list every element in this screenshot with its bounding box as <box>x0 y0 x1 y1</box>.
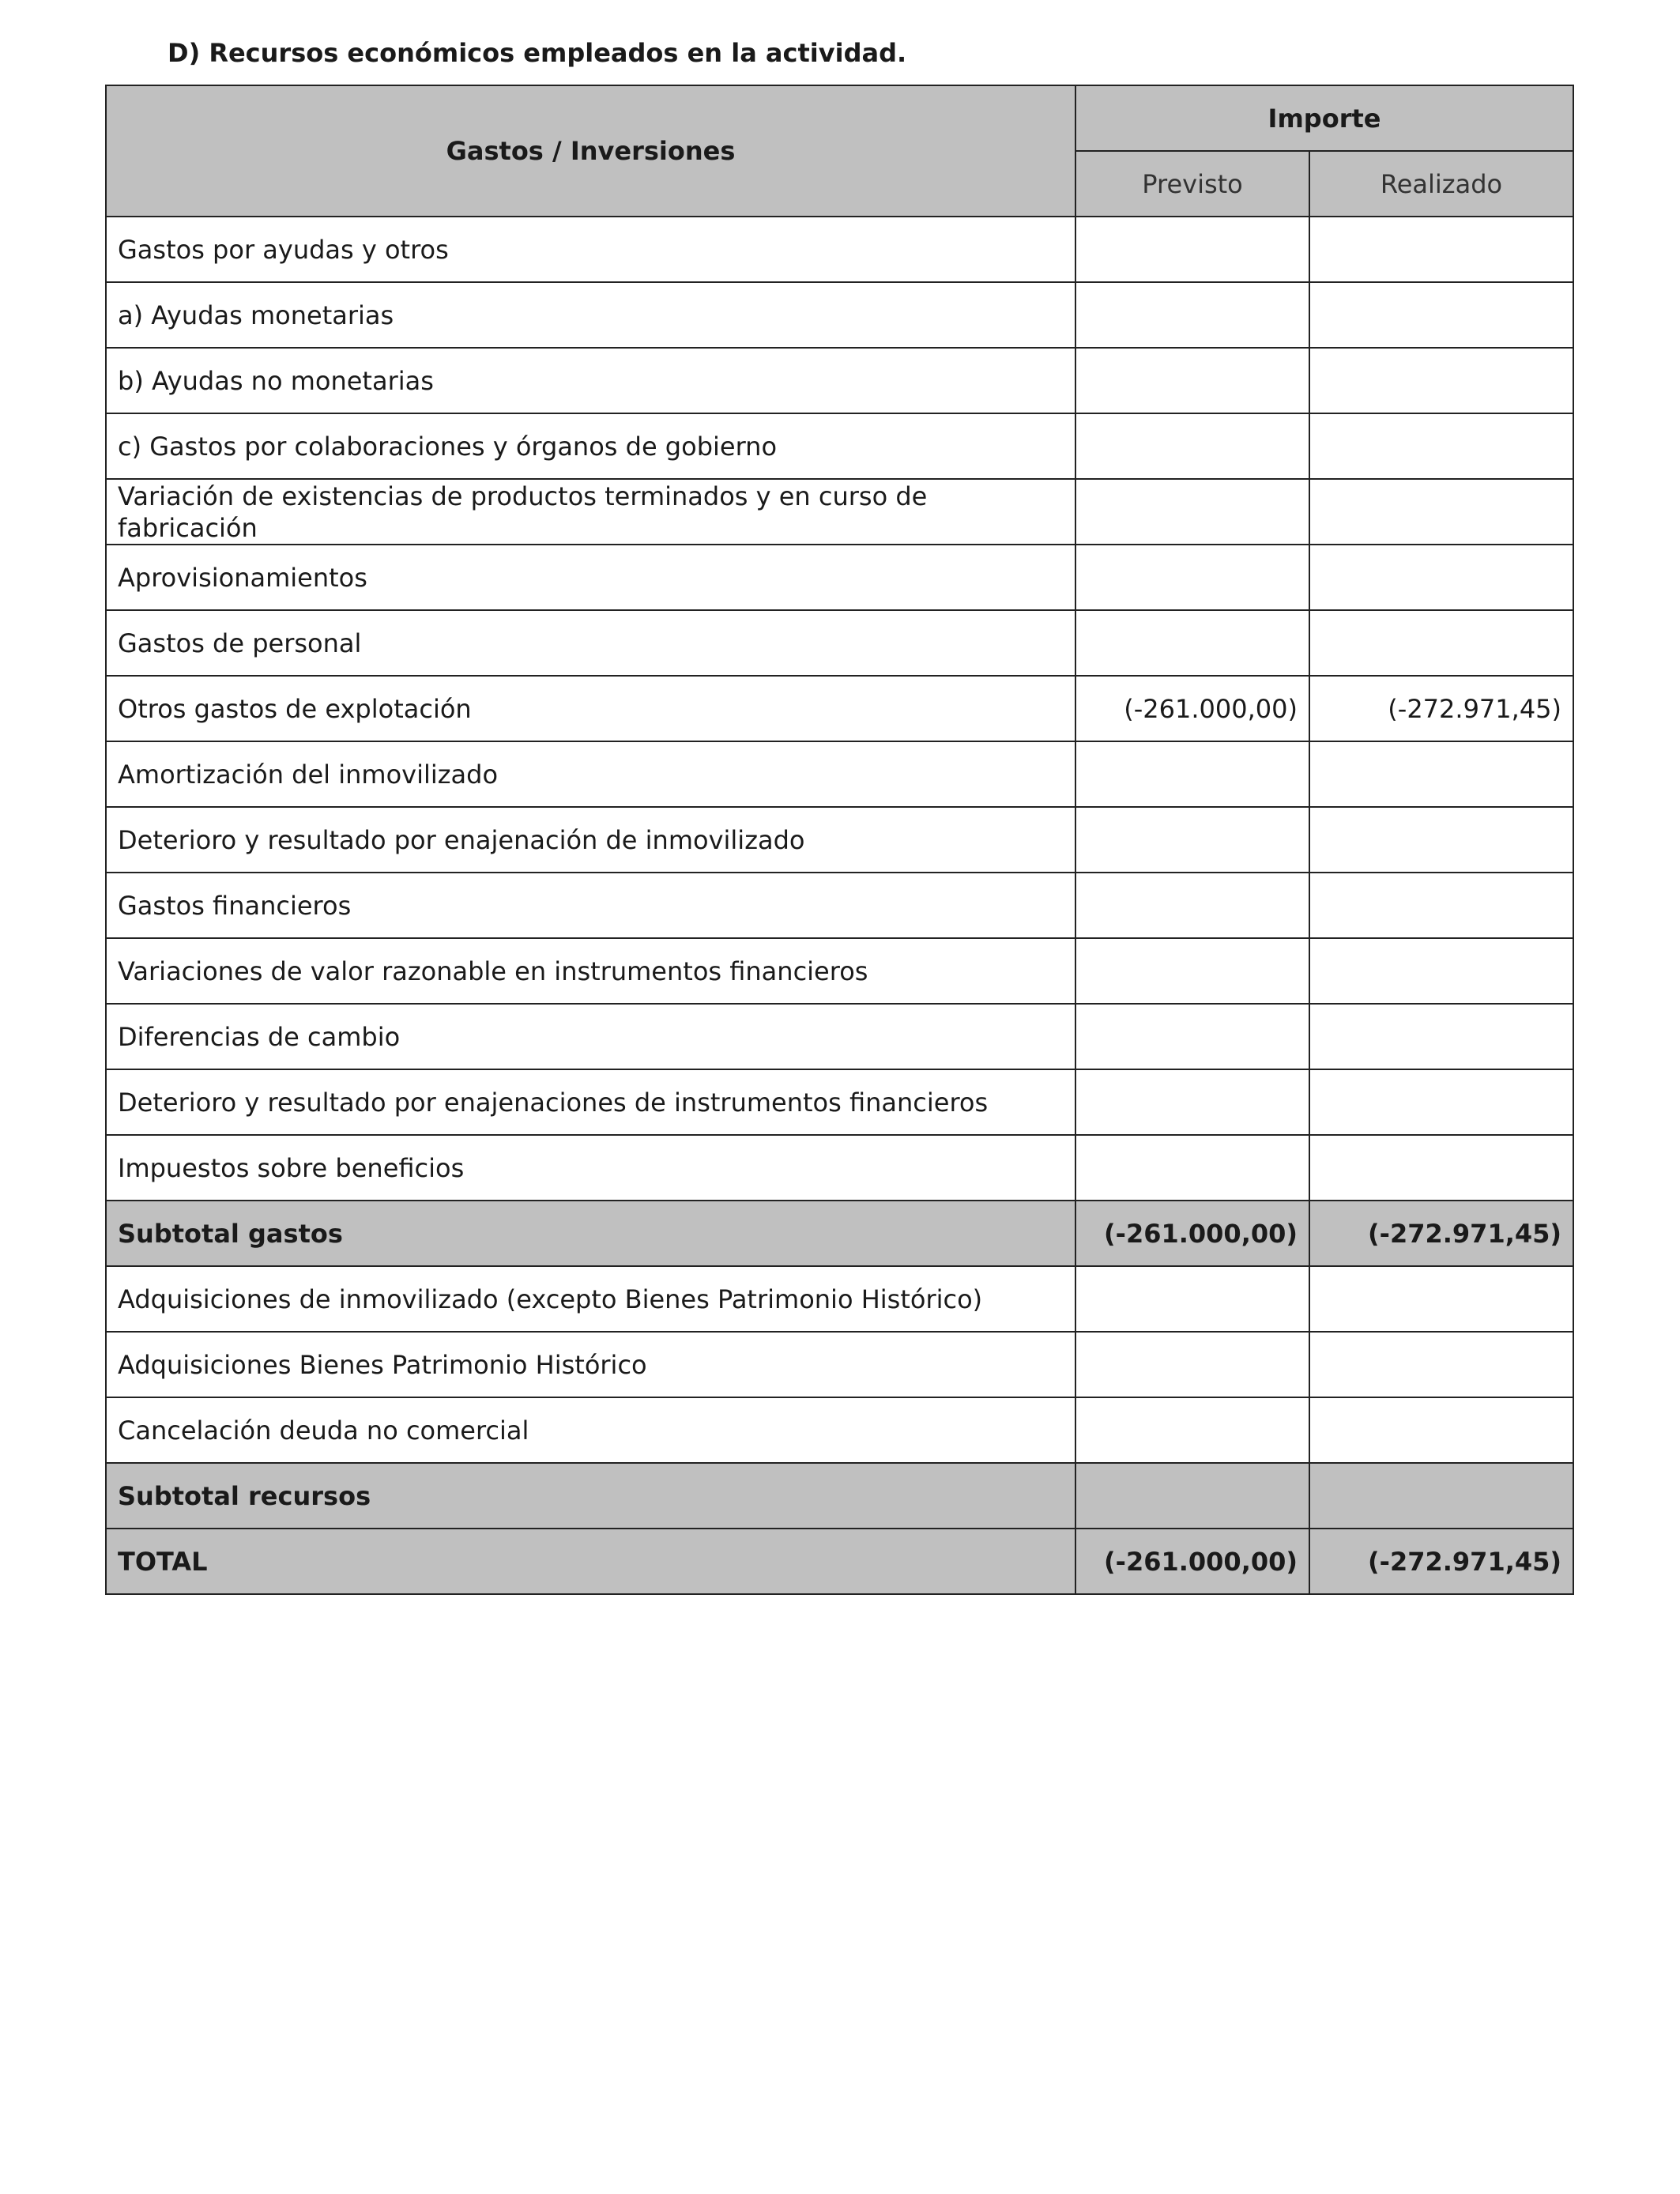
cell-realizado <box>1309 807 1573 873</box>
cell-realizado <box>1309 610 1573 676</box>
column-header-previsto: Previsto <box>1075 151 1309 217</box>
row-label: Cancelación deuda no comercial <box>106 1397 1075 1463</box>
cell-previsto <box>1075 479 1309 545</box>
table-row <box>106 1201 1573 1266</box>
cell-previsto: (-261.000,00) <box>1075 1529 1309 1594</box>
cell-previsto <box>1075 938 1309 1004</box>
cell-realizado <box>1309 479 1573 545</box>
cell-realizado <box>1309 1397 1573 1463</box>
table-row <box>106 938 1573 1004</box>
cell-previsto <box>1075 1266 1309 1332</box>
cell-realizado <box>1309 741 1573 807</box>
table-row <box>106 1397 1573 1463</box>
cell-previsto <box>1075 1135 1309 1201</box>
section-heading: D) Recursos económicos empleados en la actividad. <box>168 38 907 68</box>
row-label: Subtotal recursos <box>106 1463 1075 1529</box>
row-label: c) Gastos por colaboraciones y órganos de gobierno <box>106 413 1075 479</box>
cell-realizado <box>1309 1004 1573 1069</box>
table-header-row <box>106 85 1573 151</box>
cell-previsto <box>1075 217 1309 282</box>
column-header-realizado: Realizado <box>1309 151 1573 217</box>
table-row <box>106 413 1573 479</box>
row-label: Gastos financieros <box>106 873 1075 938</box>
cell-previsto: (-261.000,00) <box>1075 1201 1309 1266</box>
table-row <box>106 1266 1573 1332</box>
row-label: Subtotal gastos <box>106 1201 1075 1266</box>
cell-previsto <box>1075 1004 1309 1069</box>
row-label: Otros gastos de explotación <box>106 676 1075 741</box>
cell-previsto <box>1075 1397 1309 1463</box>
table-row <box>106 1135 1573 1201</box>
cell-realizado <box>1309 1463 1573 1529</box>
row-label: Gastos por ayudas y otros <box>106 217 1075 282</box>
table-row <box>106 1529 1573 1594</box>
table-row <box>106 545 1573 610</box>
cell-previsto <box>1075 1069 1309 1135</box>
table-row <box>106 479 1573 545</box>
cell-realizado: (-272.971,45) <box>1309 676 1573 741</box>
resources-table <box>105 85 1574 1595</box>
row-label: Variaciones de valor razonable en instrumentos financieros <box>106 938 1075 1004</box>
cell-realizado <box>1309 1332 1573 1397</box>
cell-realizado <box>1309 282 1573 348</box>
cell-realizado <box>1309 873 1573 938</box>
table-row <box>106 1069 1573 1135</box>
cell-realizado <box>1309 1266 1573 1332</box>
table-row <box>106 676 1573 741</box>
cell-previsto <box>1075 741 1309 807</box>
cell-realizado <box>1309 413 1573 479</box>
row-label: Adquisiciones Bienes Patrimonio Histórico <box>106 1332 1075 1397</box>
row-label: Impuestos sobre beneficios <box>106 1135 1075 1201</box>
cell-previsto <box>1075 1463 1309 1529</box>
table-row <box>106 217 1573 282</box>
row-label: Gastos de personal <box>106 610 1075 676</box>
table-row <box>106 1004 1573 1069</box>
column-header-gastos: Gastos / Inversiones <box>106 85 1075 217</box>
table-row <box>106 1332 1573 1397</box>
table-row <box>106 1463 1573 1529</box>
table-body <box>106 217 1573 1594</box>
column-header-importe: Importe <box>1075 85 1573 151</box>
table-row <box>106 348 1573 413</box>
row-label: Deterioro y resultado por enajenaciones de instrumentos financieros <box>106 1069 1075 1135</box>
row-label: Deterioro y resultado por enajenación de inmovilizado <box>106 807 1075 873</box>
table-row <box>106 610 1573 676</box>
cell-previsto: (-261.000,00) <box>1075 676 1309 741</box>
cell-previsto <box>1075 1332 1309 1397</box>
table-row <box>106 282 1573 348</box>
table-row <box>106 873 1573 938</box>
row-label: TOTAL <box>106 1529 1075 1594</box>
cell-previsto <box>1075 873 1309 938</box>
cell-previsto <box>1075 807 1309 873</box>
cell-realizado <box>1309 1135 1573 1201</box>
cell-previsto <box>1075 413 1309 479</box>
cell-realizado <box>1309 217 1573 282</box>
cell-realizado: (-272.971,45) <box>1309 1201 1573 1266</box>
cell-realizado: (-272.971,45) <box>1309 1529 1573 1594</box>
row-label: Amortización del inmovilizado <box>106 741 1075 807</box>
row-label: Adquisiciones de inmovilizado (excepto Bienes Patrimonio Histórico) <box>106 1266 1075 1332</box>
cell-previsto <box>1075 282 1309 348</box>
cell-previsto <box>1075 348 1309 413</box>
cell-realizado <box>1309 348 1573 413</box>
row-label: b) Ayudas no monetarias <box>106 348 1075 413</box>
table-row <box>106 807 1573 873</box>
row-label: Aprovisionamientos <box>106 545 1075 610</box>
row-label: a) Ayudas monetarias <box>106 282 1075 348</box>
cell-previsto <box>1075 610 1309 676</box>
table-row <box>106 741 1573 807</box>
cell-realizado <box>1309 938 1573 1004</box>
row-label: Variación de existencias de productos terminados y en curso de fabricación <box>106 479 1075 545</box>
cell-realizado <box>1309 1069 1573 1135</box>
row-label: Diferencias de cambio <box>106 1004 1075 1069</box>
cell-previsto <box>1075 545 1309 610</box>
cell-realizado <box>1309 545 1573 610</box>
